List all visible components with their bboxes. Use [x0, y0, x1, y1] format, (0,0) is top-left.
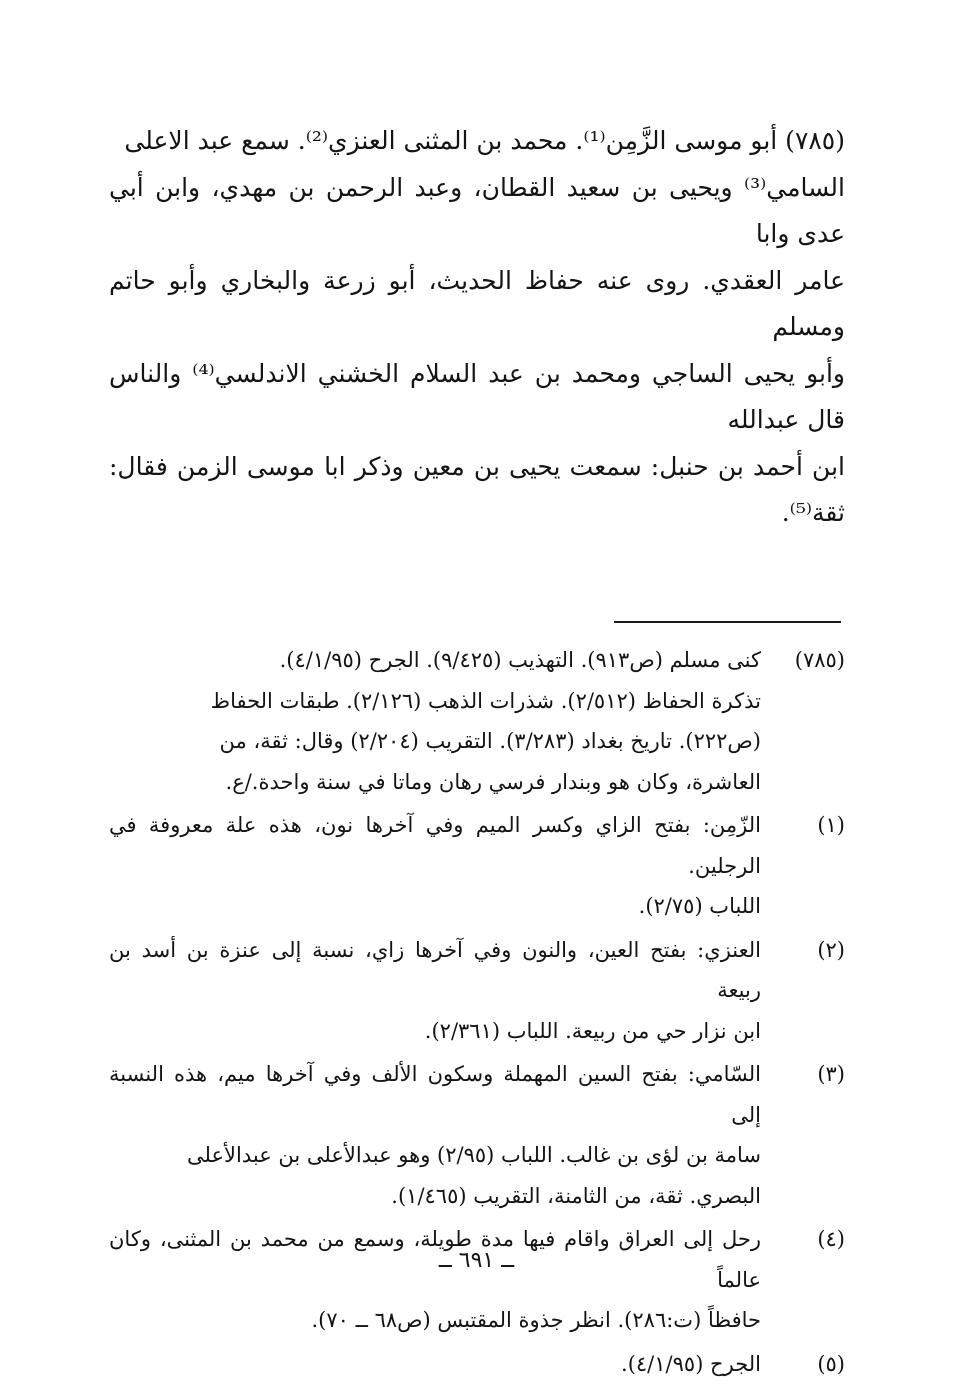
footnote-line: الزّمِن: بفتح الزاي وكسر الميم وفي آخرها نون، هذه علة معروفة في الرجلين.	[109, 813, 761, 878]
main-line: السامي⁽³⁾ ويحيى بن سعيد القطان، وعبد الرحمن بن مهدي، وابن أبي عدى وابا	[109, 172, 845, 248]
footnote-body	[109, 805, 761, 927]
footnote-line: السّامي: بفتح السين المهملة وسكون الألف وفي آخرها ميم، هذه النسبة إلى	[109, 1062, 761, 1127]
footnote-5	[109, 1344, 845, 1385]
footnote-number: (٧٨٥)	[794, 648, 845, 672]
footnote-line: (ص٢٢٢). تاريخ بغداد (٣/٢٨٣). التقريب (٢/٢٠٤) وقال: ثقة، من	[219, 729, 761, 753]
footnotes	[109, 640, 845, 1387]
footnote-line: كنى مسلم (ص٩١٣). التهذيب (٩/٤٢٥). الجرح (٤/١/٩٥).	[279, 648, 761, 672]
footnote-2	[109, 930, 845, 1052]
footnote-line: سامة بن لؤى بن غالب. اللباب (٢/٩٥) وهو عبدالأعلى بن عبدالأعلى	[187, 1143, 761, 1167]
page-number: ــ ٦٩١ ــ	[438, 1248, 515, 1273]
footnote-number: (١)	[817, 813, 845, 837]
footnote-body	[109, 1054, 761, 1216]
footnote-body	[109, 1344, 761, 1385]
footnote-line: العنزي: بفتح العين، والنون وفي آخرها زاي، نسبة إلى عنزة بن أسد بن ربيعة	[109, 937, 761, 1002]
footnote-body	[109, 640, 761, 802]
footnote-785	[109, 640, 845, 802]
main-line: عامر العقدي. روى عنه حفاظ الحديث، أبو زرعة والبخاري وأبو حاتم ومسلم	[109, 265, 845, 341]
footnote-1	[109, 805, 845, 927]
footnote-line: تذكرة الحفاظ (٢/٥١٢). شذرات الذهب (٢/١٢٦). طبقات الحفاظ	[210, 688, 761, 713]
main-line: وأبو يحيى الساجي ومحمد بن عبد السلام الخشني الاندلسي⁽⁴⁾ والناس قال عبدالله	[109, 358, 845, 434]
footnote-separator	[614, 621, 841, 623]
footnote-number: (٢)	[817, 937, 845, 962]
footnote-line: رحل إلى العراق واقام فيها مدة طويلة، وسمع من محمد بن المثنى، وكان عالماً	[109, 1227, 761, 1292]
footnote-line: حافظاً (ت:٢٨٦). انظر جذوة المقتبس (ص٦٨ ــ ٧٠).	[311, 1308, 761, 1332]
main-text-block	[109, 118, 845, 537]
footnote-body	[109, 930, 761, 1052]
footnote-line: البصري. ثقة، من الثامنة، التقريب (١/٤٦٥).	[391, 1183, 761, 1208]
footnote-4	[109, 1219, 845, 1341]
footnote-line: اللباب (٢/٧٥).	[638, 894, 761, 918]
footnote-line: العاشرة، وكان هو وبندار فرسي رهان وماتا في سنة واحدة./ع.	[225, 769, 761, 794]
footnote-line: ابن نزار حي من ربيعة. اللباب (٢/٣٦١).	[424, 1018, 761, 1043]
main-line: (٧٨٥) أبو موسى الزَّمِن⁽¹⁾. محمد بن المثنى العنزي⁽²⁾. سمع عبد الاعلى	[124, 126, 845, 155]
footnote-body	[109, 1219, 761, 1341]
footnote-line: الجرح (٤/١/٩٥).	[621, 1351, 761, 1376]
footnote-number: (٣)	[817, 1062, 845, 1086]
footnote-3	[109, 1054, 845, 1216]
footnote-number: (٤)	[817, 1227, 845, 1251]
main-line: ابن أحمد بن حنبل: سمعت يحيى بن معين وذكر ابا موسى الزمن فقال: ثقة⁽⁵⁾.	[109, 451, 845, 527]
footnote-number: (٥)	[817, 1351, 845, 1376]
